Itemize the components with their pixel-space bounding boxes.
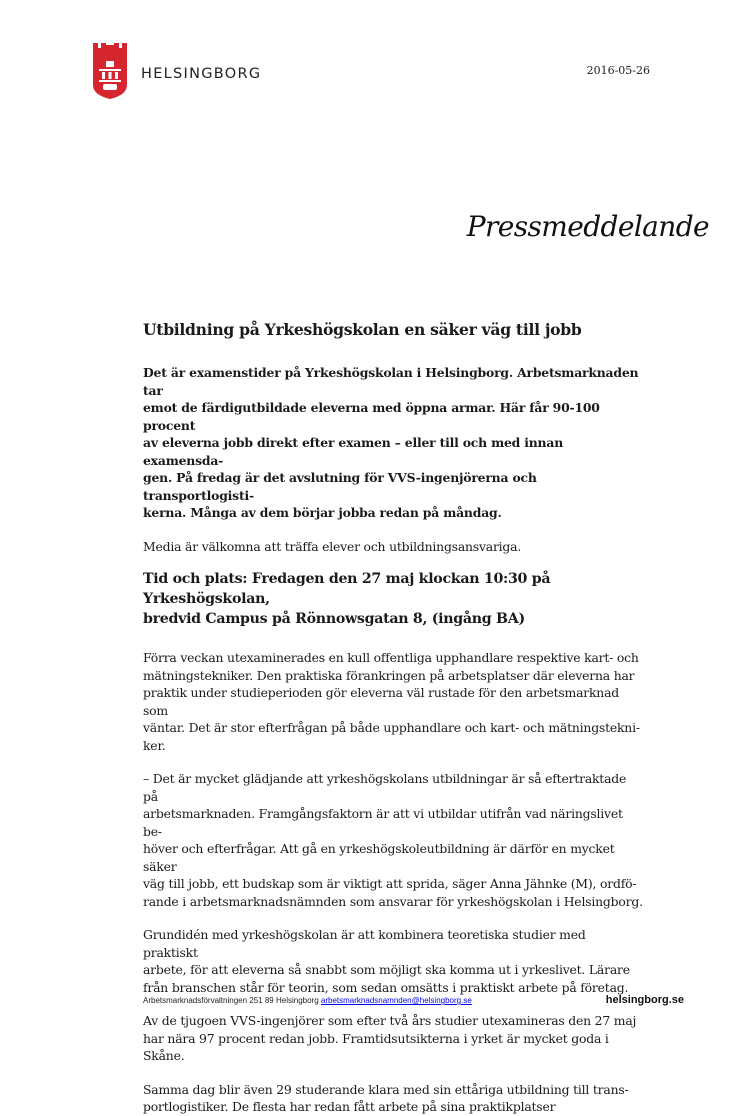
body-paragraph xyxy=(143,926,643,996)
body-paragraph xyxy=(143,649,643,754)
body-line: Av de tjugoen VVS-ingenjörer som efter två års studier utexamineras den 27 maj xyxy=(143,1013,637,1028)
body-line: väntar. Det är stor efterfrågan på både upphandlare och kart- och mätningstekni- xyxy=(143,720,640,735)
lead-line: emot de färdigutbildade eleverna med öppna armar. Här får 90-100 procent xyxy=(143,400,600,433)
media-note: Media är välkomna att träffa elever och utbildningsansvariga. xyxy=(143,538,522,554)
body-line: arbetsmarknaden. Framgångsfaktorn är att vi utbildar utifrån vad näringslivet be- xyxy=(143,806,623,839)
headline: Utbildning på Yrkeshögskolan en säker väg till jobb xyxy=(143,320,582,339)
body-line: väg till jobb, ett budskap som är viktigt att sprida, säger Anna Jähnke (M), ordfö- xyxy=(143,876,637,891)
body-line: Samma dag blir även 29 studerande klara med sin ettåriga utbildning till trans- xyxy=(143,1081,629,1097)
logo xyxy=(93,43,261,99)
body-line: rande i arbetsmarknadsnämnden som ansvarar för yrkeshögskolan i Helsingborg. xyxy=(143,893,643,909)
body-line: har nära 97 procent redan jobb. Framtidsutsikterna i yrket är mycket goda i Skåne. xyxy=(143,1030,609,1063)
quote-paragraph xyxy=(143,770,643,910)
body-line: Förra veckan utexaminerades en kull offentliga upphandlare respektive kart- och xyxy=(143,650,639,665)
lead-line: gen. På fredag är det avslutning för VVS-ingenjörerna och transportlogisti- xyxy=(143,470,537,503)
brand-name: HELSINGBORG xyxy=(141,66,262,82)
body-line: praktik under studieperioden gör eleverna väl rustade för den arbetsmarknad som xyxy=(143,685,619,718)
time-and-place xyxy=(143,569,643,629)
body-line: arbete, för att eleverna så snabbt som möjligt ska komma ut i yrkeslivet. Lärare xyxy=(143,962,630,977)
body-line: Grundidén med yrkeshögskolan är att kombinera teoretiska studier med praktiskt xyxy=(143,927,586,960)
lead-paragraph xyxy=(143,364,643,522)
body-line: från branschen står för teorin, som sedan omsätts i praktiskt arbete på företag. xyxy=(143,979,629,995)
body-line: portlogistiker. De flesta har redan fått arbete på sina praktikplatser xyxy=(143,1099,556,1114)
time-place-line: bredvid Campus på Rönnowsgatan 8, (ingång BA) xyxy=(143,611,525,627)
time-place-line: Tid och plats: Fredagen den 27 maj klockan 10:30 på Yrkeshögskolan, xyxy=(143,571,551,607)
lead-line: Det är examenstider på Yrkeshögskolan i Helsingborg. Arbetsmarknaden tar xyxy=(143,365,639,398)
document-date: 2016-05-26 xyxy=(586,64,650,77)
helsingborg-crest-icon xyxy=(93,43,127,99)
footer xyxy=(143,994,684,1006)
lead-line: av eleverna jobb direkt efter examen – eller till och med innan examensda- xyxy=(143,435,564,468)
footer-website[interactable]: helsingborg.se xyxy=(605,994,684,1006)
footer-email-link[interactable]: arbetsmarknadsnamnden@helsingborg.se xyxy=(320,996,472,1005)
body-line: mätningstekniker. Den praktiska förankringen på arbetsplatser där eleverna har xyxy=(143,667,635,683)
footer-contact xyxy=(143,996,472,1005)
body-line: höver och efterfrågar. Att gå en yrkeshögskoleutbildning är därför en mycket säker xyxy=(143,841,615,874)
footer-address: Arbetsmarknadsförvaltningen 251 89 Helsingborg xyxy=(143,996,319,1005)
lead-line: kerna. Många av dem börjar jobba redan på måndag. xyxy=(143,505,502,520)
body-paragraph xyxy=(143,1081,643,1116)
document-type: Pressmeddelande xyxy=(466,210,709,243)
body-line: – Det är mycket glädjande att yrkeshögskolans utbildningar är så eftertraktade på xyxy=(143,771,627,804)
body-paragraph xyxy=(143,1012,643,1065)
body-line: ker. xyxy=(143,737,166,753)
